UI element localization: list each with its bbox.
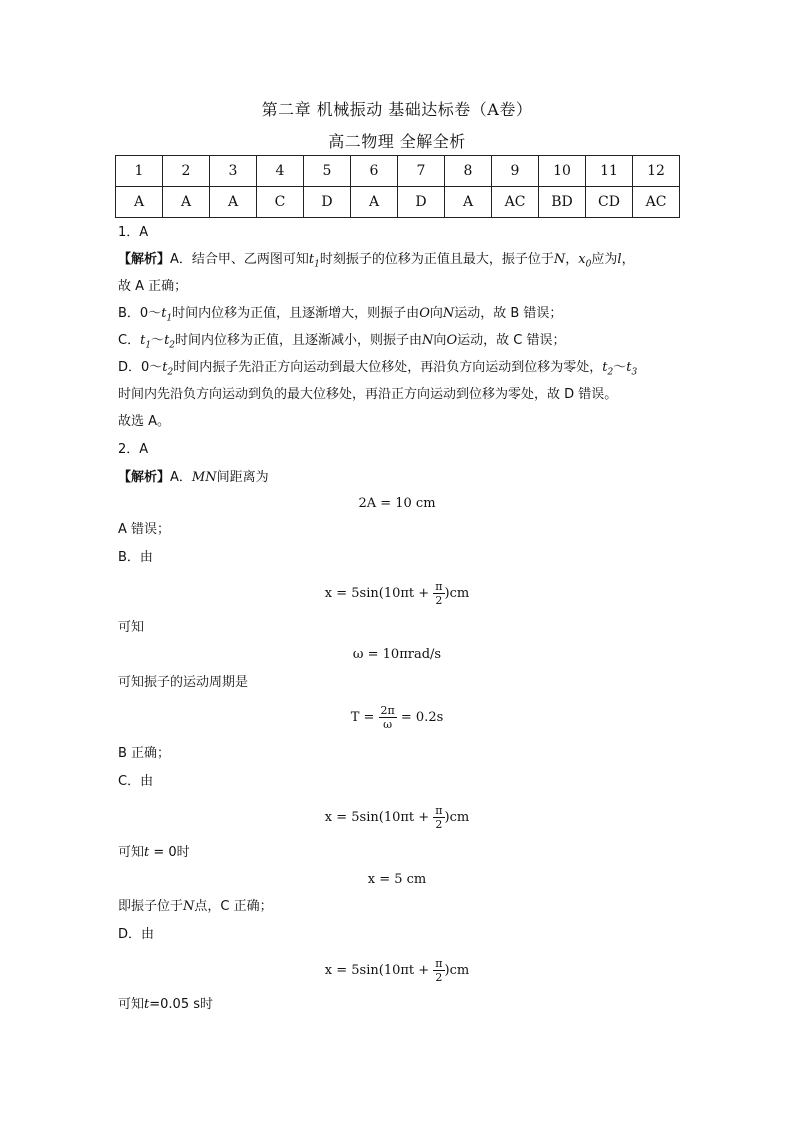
table-cell-number: 4	[257, 156, 304, 187]
text: x = 5sin(10πt +	[324, 586, 434, 601]
equation-period	[0, 704, 794, 731]
table-cell-number: 7	[398, 156, 445, 187]
q2-period-text: 可知振子的运动周期是	[118, 675, 249, 690]
q2-option-b: B．由	[118, 550, 153, 565]
text: )cm	[444, 810, 470, 825]
var-n: N	[553, 252, 566, 267]
analysis-tag: 【解析】	[118, 470, 171, 485]
var-t: t	[140, 333, 146, 348]
table-cell-answer: A	[445, 187, 492, 218]
equation-displacement	[0, 804, 794, 831]
text: 向	[433, 333, 447, 348]
table-cell-answer: A	[116, 187, 163, 218]
analysis-tag: 【解析】	[118, 252, 171, 267]
numerator: π	[435, 804, 443, 817]
text: x = 5sin(10πt +	[324, 810, 434, 825]
var-t: t	[162, 360, 168, 375]
table-cell-number: 12	[633, 156, 680, 187]
denominator: 2	[435, 594, 443, 607]
q2-option-d: D．由	[118, 927, 155, 942]
table-cell-number: 2	[163, 156, 210, 187]
text: 即振子位于	[118, 899, 184, 914]
denominator: 2	[435, 818, 443, 831]
equation-displacement	[0, 957, 794, 984]
text: )cm	[444, 963, 470, 978]
text: = 0.2s	[396, 710, 444, 725]
q1-option-a	[118, 251, 635, 274]
q2-option-c-result	[118, 898, 273, 916]
text: 间距离为	[216, 470, 269, 485]
table-cell-number: 3	[210, 156, 257, 187]
subscript: 1	[145, 340, 152, 351]
text: 向	[429, 306, 443, 321]
text: ，	[565, 252, 579, 267]
table-cell-answer: BD	[539, 187, 586, 218]
q2-know: 可知	[118, 620, 145, 635]
table-cell-answer: A	[210, 187, 257, 218]
q2-option-a-result: A 错误；	[118, 522, 171, 537]
q1-option-b	[118, 305, 562, 328]
text: D．0～	[118, 360, 163, 375]
text: 应为	[591, 252, 618, 267]
subscript: 2	[169, 340, 176, 351]
text: ～	[151, 333, 165, 348]
text: B．0～	[118, 306, 162, 321]
subscript: 1	[166, 313, 173, 324]
text: T =	[350, 710, 379, 725]
var-n: N	[442, 306, 455, 321]
equation-amplitude: 2A = 10 cm	[358, 496, 436, 511]
text: 可知	[118, 997, 145, 1012]
text: 点，C 正确；	[194, 899, 273, 914]
text: )cm	[444, 586, 470, 601]
var-t: t	[161, 306, 167, 321]
numerator: π	[435, 580, 443, 593]
table-cell-number: 5	[304, 156, 351, 187]
var-n: N	[422, 333, 434, 348]
var-x: x	[578, 252, 586, 267]
fraction	[433, 957, 444, 984]
text: A．	[170, 470, 192, 485]
subscript: 1	[314, 259, 320, 270]
var-l: l	[617, 252, 622, 267]
equation-displacement	[0, 580, 794, 607]
numerator: π	[435, 957, 443, 970]
q2-option-b-result: B 正确；	[118, 746, 171, 761]
q2-c-know	[118, 844, 190, 862]
subscript: 2	[167, 367, 174, 378]
var-t: t	[602, 360, 608, 375]
var-t: t	[144, 997, 150, 1012]
q1-option-a-cont: 故 A 正确；	[118, 279, 188, 294]
q1-option-c	[118, 332, 565, 355]
subscript: 3	[631, 367, 638, 378]
q2-d-know	[118, 996, 213, 1014]
text: A．结合甲、乙两图可知	[170, 252, 309, 267]
q2-header: 2．A	[118, 442, 149, 457]
table-cell-answer: A	[163, 187, 210, 218]
q1-header: 1．A	[118, 225, 149, 240]
text: 时间内振子先沿正方向运动到最大位移处，再沿负方向运动到位移为零处，	[173, 360, 603, 375]
subscript: 0	[585, 259, 592, 270]
var-o: O	[419, 306, 430, 321]
text: =0.05 s时	[149, 997, 213, 1012]
text: 时刻振子的位移为正值且最大，振子位于	[319, 252, 554, 267]
answer-table	[115, 155, 680, 218]
table-cell-answer: D	[304, 187, 351, 218]
table-cell-number: 1	[116, 156, 163, 187]
subscript: 2	[607, 367, 614, 378]
text: C．	[118, 333, 141, 348]
q2-option-a	[118, 469, 269, 487]
page-title: 第二章 机械振动 基础达标卷（A卷）	[261, 100, 533, 119]
var-mn: MN	[191, 470, 217, 485]
answer-table-answer-row	[116, 187, 680, 218]
table-cell-number: 10	[539, 156, 586, 187]
q2-option-c: C．由	[118, 774, 154, 789]
table-cell-answer: AC	[492, 187, 539, 218]
table-cell-answer: AC	[633, 187, 680, 218]
numerator: 2π	[380, 704, 395, 717]
var-n: N	[183, 899, 195, 914]
table-cell-number: 8	[445, 156, 492, 187]
q1-option-d	[118, 359, 637, 382]
table-cell-answer: D	[398, 187, 445, 218]
table-cell-number: 11	[586, 156, 633, 187]
page-subtitle: 高二物理 全解全析	[328, 132, 466, 151]
text: 运动，故 B 错误；	[454, 306, 563, 321]
text: 可知	[118, 845, 145, 860]
q1-option-d-cont: 时间内先沿负方向运动到负的最大位移处，再沿正方向运动到位移为零处，故 D 错误。	[118, 387, 618, 402]
var-o: O	[446, 333, 458, 348]
text: 运动，故 C 错误；	[457, 333, 566, 348]
fraction	[433, 580, 444, 607]
denominator: 2	[435, 971, 443, 984]
q1-conclusion: 故选 A。	[118, 414, 171, 429]
text: x = 5sin(10πt +	[324, 963, 434, 978]
var-t: t	[626, 360, 632, 375]
fraction	[379, 704, 397, 731]
table-cell-answer: A	[351, 187, 398, 218]
text: = 0时	[149, 845, 190, 860]
fraction	[433, 804, 444, 831]
table-cell-answer: CD	[586, 187, 633, 218]
table-cell-answer: C	[257, 187, 304, 218]
table-cell-number: 9	[492, 156, 539, 187]
var-t: t	[144, 845, 150, 860]
equation-x5: x = 5 cm	[367, 872, 427, 887]
text: ，	[621, 252, 635, 267]
var-t: t	[308, 252, 315, 267]
equation-omega: ω = 10πrad/s	[352, 647, 442, 662]
text: 时间内位移为正值，且逐渐增大，则振子由	[172, 306, 420, 321]
answer-table-number-row	[116, 156, 680, 187]
table-cell-number: 6	[351, 156, 398, 187]
text: ～	[613, 360, 627, 375]
text: 时间内位移为正值，且逐渐减小，则振子由	[175, 333, 423, 348]
denominator: ω	[383, 718, 393, 731]
var-t: t	[164, 333, 170, 348]
